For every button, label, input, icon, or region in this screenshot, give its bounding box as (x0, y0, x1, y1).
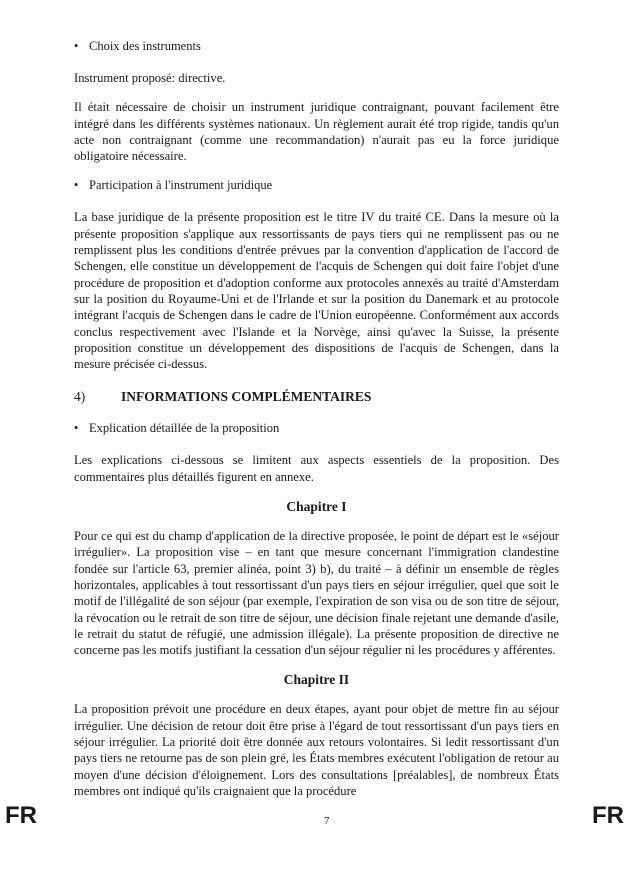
bullet-item-participation (74, 177, 559, 193)
paragraph-explication: Les explications ci-dessous se limitent aux aspects essentiels de la proposition. Des commentaires plus détaillés figurent en annexe. (74, 453, 559, 484)
bullet-icon: • (74, 178, 79, 193)
section-heading (74, 388, 559, 406)
bullet-text: Participation à l'instrument juridique (89, 178, 273, 193)
language-label-right: FR (592, 802, 624, 829)
page-number: 7 (324, 815, 330, 827)
bullet-item-choice (74, 38, 559, 54)
bullet-icon: • (74, 39, 79, 53)
section-title: INFORMATIONS COMPLÉMENTAIRES (121, 389, 372, 405)
bullet-icon: • (74, 421, 79, 436)
bullet-text: Explication détaillée de la proposition (89, 421, 280, 436)
chapter-1-title: Chapitre I (286, 499, 347, 515)
bullet-text: Choix des instruments (89, 39, 201, 53)
paragraph-participation: La base juridique de la présente proposition est le titre IV du traité CE. Dans la mesure où la présente proposition s'applique aux ressortissants de pays tiers qui ne remplissent pas ou ne remplissent plus les conditions d'entrée prévues par la convention d'application de l'accord de Schengen, elle constitue un développement de l'acquis de Schengen qui doit faire l'objet d'une procédure de proposition et d'adoption conforme aux protocoles annexés au traité d'Amsterdam sur la position du Royaume-Uni et de l'Irlande et sur la position du Danemark et au protocole intégrant l'acquis de Schengen dans le cadre de l'Union européenne. Conformément aux accords conclus respectivement avec l'Islande et la Norvège, ainsi qu'avec la Suisse, la présente proposition constitue un développement des dispositions de l'acquis de Schengen, dans la mesure précisée ci-dessus. (74, 210, 559, 372)
language-label-left: FR (5, 802, 37, 829)
section-number: 4) (74, 389, 86, 405)
instrument-line: Instrument proposé: directive. (74, 71, 226, 85)
bullet-item-explication (74, 420, 559, 436)
paragraph-choice: Il était nécessaire de choisir un instrument juridique contraignant, pouvant facilement être intégré dans les différents systèmes nationaux. Un règlement aurait été trop rigide, tandis qu'un acte non contraignant (comme une recommandation) n'aurait pas eu la force juridique obligatoire nécessaire. (74, 100, 559, 164)
paragraph-chapter-2: La proposition prévoit une procédure en deux étapes, ayant pour objet de mettre fin au séjour irrégulier. Une décision de retour doit être prise à l'égard de tout ressortissant d'un pays tiers en séjour irrégulier. La priorité doit être donnée aux retours volontaires. Si ledit ressortissant d'un pays tiers ne retourne pas de son plein gré, les États membres exécutent l'obligation de retour au moyen d'une décision d'éloignement. Lors des consultations [préalables], de nombreux États membres ont indiqué qu'ils craignaient que la procédure (74, 702, 559, 798)
paragraph-chapter-1: Pour ce qui est du champ d'application de la directive proposée, le point de départ est le «séjour irrégulier». La proposition vise – en tant que mesure concernant l'immigration clandestine fondée sur l'article 63, premier alinéa, point 3) b), du traité – à définir un ensemble de règles horizontales, applicables à tout ressortissant d'un pays tiers en séjour irrégulier, quel que soit le motif de l'illégalité de son séjour (par exemple, l'expiration de son visa ou de son titre de séjour, la révocation ou le retrait de son titre de séjour, une décision finale rejetant une demande d'asile, le retrait du statut de réfugié, une admission illégale). La présente proposition de directive ne concerne pas les motifs justifiant la cessation d'un séjour régulier ni les procédures y afférentes. (74, 529, 559, 658)
chapter-2-title: Chapitre II (283, 672, 350, 688)
document-page (74, 38, 559, 812)
